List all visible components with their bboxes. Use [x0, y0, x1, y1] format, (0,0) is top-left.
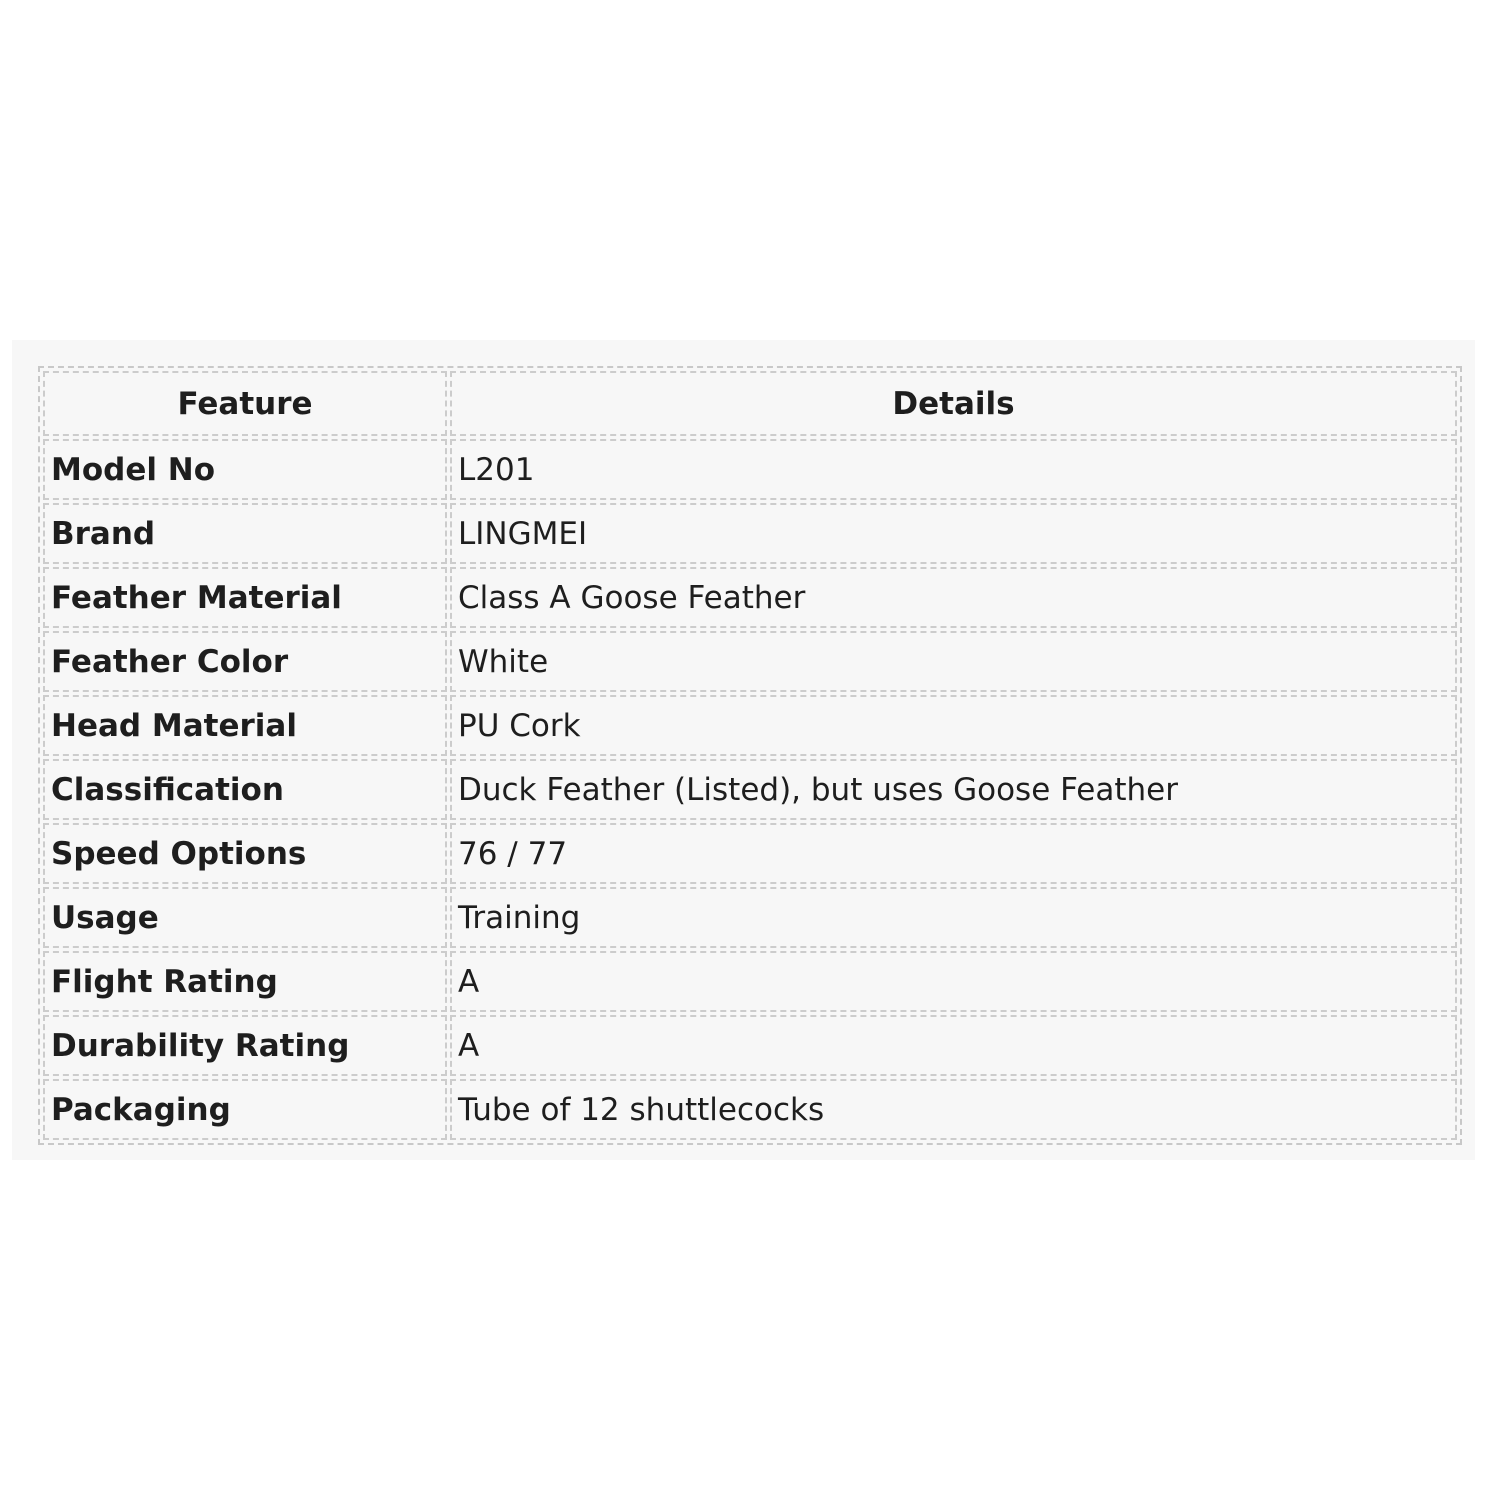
header-feature: Feature — [43, 371, 447, 436]
feature-cell: Classification — [43, 759, 447, 820]
details-cell: White — [450, 631, 1457, 692]
table-row — [43, 759, 1457, 820]
details-cell: L201 — [450, 439, 1457, 500]
feature-cell: Speed Options — [43, 823, 447, 884]
details-cell: Class A Goose Feather — [450, 567, 1457, 628]
feature-cell: Feather Material — [43, 567, 447, 628]
table-row — [43, 1015, 1457, 1076]
table-row — [43, 887, 1457, 948]
details-cell: Tube of 12 shuttlecocks — [450, 1079, 1457, 1140]
details-cell: 76 / 77 — [450, 823, 1457, 884]
feature-cell: Usage — [43, 887, 447, 948]
details-cell: Duck Feather (Listed), but uses Goose Feather — [450, 759, 1457, 820]
feature-cell: Feather Color — [43, 631, 447, 692]
table-row — [43, 567, 1457, 628]
details-cell: PU Cork — [450, 695, 1457, 756]
feature-cell: Head Material — [43, 695, 447, 756]
feature-cell: Brand — [43, 503, 447, 564]
details-cell: Training — [450, 887, 1457, 948]
details-cell: A — [450, 951, 1457, 1012]
table-row — [43, 695, 1457, 756]
feature-cell: Flight Rating — [43, 951, 447, 1012]
details-cell: A — [450, 1015, 1457, 1076]
table-row — [43, 823, 1457, 884]
table-row — [43, 503, 1457, 564]
table-row — [43, 631, 1457, 692]
feature-cell: Model No — [43, 439, 447, 500]
table-row — [43, 951, 1457, 1012]
table-row — [43, 439, 1457, 500]
details-cell: LINGMEI — [450, 503, 1457, 564]
feature-cell: Packaging — [43, 1079, 447, 1140]
feature-cell: Durability Rating — [43, 1015, 447, 1076]
header-details: Details — [450, 371, 1457, 436]
table-row — [43, 1079, 1457, 1140]
table-header-row — [43, 371, 1457, 436]
spec-table — [38, 366, 1462, 1145]
